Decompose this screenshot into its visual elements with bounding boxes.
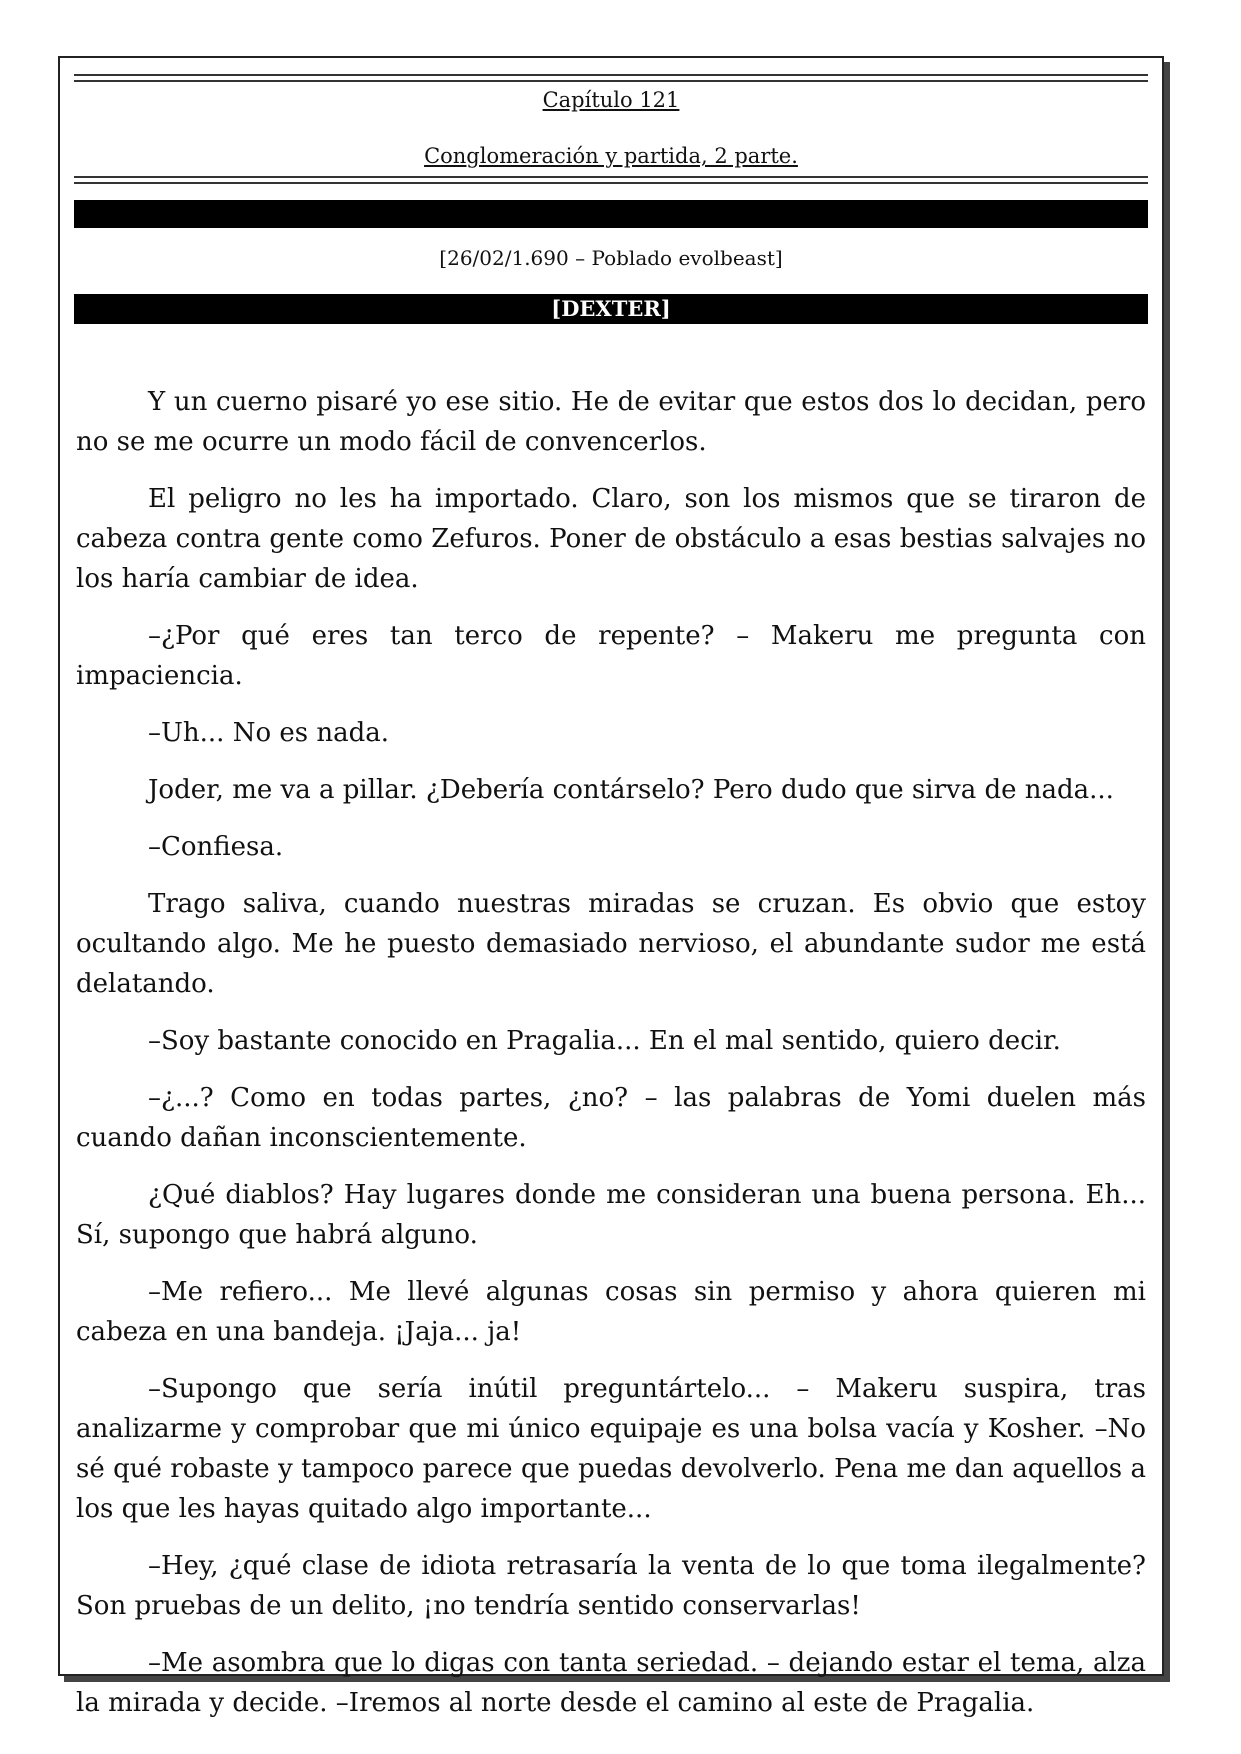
paragraph: –Me asombra que lo digas con tanta seriedad. – dejando estar el tema, alza la mirada y decide. –Iremos al norte desde el camino al este de Pragalia. xyxy=(76,1648,1146,1718)
paragraph: –Soy bastante conocido en Pragalia... En el mal sentido, quiero decir. xyxy=(148,1026,1061,1056)
paragraph: –Confiesa. xyxy=(148,832,284,862)
top-double-rule xyxy=(74,74,1148,82)
chapter-title: Conglomeración y partida, 2 parte. xyxy=(424,144,798,168)
page-frame xyxy=(58,56,1164,1718)
paragraph: –Supongo que sería inútil preguntártelo... – Makeru suspira, tras analizarme y comprobar que mi único equipaje es una bolsa vacía y Kosher. –No sé qué robaste y tampoco parece que puedas devolverlo. Pena me dan aquellos a los que les hayas quitado algo importante... xyxy=(76,1374,1146,1524)
paragraph: Y un cuerno pisaré yo ese sitio. He de evitar que estos dos lo decidan, pero no se me ocurre un modo fácil de convencerlos. xyxy=(76,387,1146,457)
paragraph: ¿Qué diablos? Hay lugares donde me consideran una buena persona. Eh... Sí, supongo que habrá alguno. xyxy=(76,1180,1146,1250)
paragraph: –Me refiero... Me llevé algunas cosas sin permiso y ahora quieren mi cabeza en una bandeja. ¡Jaja... ja! xyxy=(76,1277,1146,1347)
date-location-line: [26/02/1.690 – Poblado evolbeast] xyxy=(439,246,783,270)
pov-banner: [DEXTER] xyxy=(74,294,1148,324)
paragraph: Trago saliva, cuando nuestras miradas se cruzan. Es obvio que estoy ocultando algo. Me he puesto demasiado nervioso, el abundante sudor me está delatando. xyxy=(76,889,1146,999)
middle-double-rule xyxy=(74,176,1148,184)
paragraph: El peligro no les ha importado. Claro, son los mismos que se tiraron de cabeza contra gente como Zefuros. Poner de obstáculo a esas bestias salvajes no los haría cambiar de idea. xyxy=(76,484,1146,594)
chapter-body xyxy=(76,382,1146,1740)
chapter-number: Capítulo 121 xyxy=(542,88,680,112)
paragraph: –Uh... No es nada. xyxy=(148,718,390,748)
paragraph: Joder, me va a pillar. ¿Debería contárselo? Pero dudo que sirva de nada... xyxy=(148,775,1114,805)
paragraph: –Hey, ¿qué clase de idiota retrasaría la venta de lo que toma ilegalmente? Son pruebas de un delito, ¡no tendría sentido conservarlas! xyxy=(76,1551,1146,1621)
paragraph: –¿...? Como en todas partes, ¿no? – las palabras de Yomi duelen más cuando dañan inconscientemente. xyxy=(76,1083,1146,1153)
paragraph: –¿Por qué eres tan terco de repente? – Makeru me pregunta con impaciencia. xyxy=(76,621,1146,691)
black-separator-bar xyxy=(74,200,1148,228)
